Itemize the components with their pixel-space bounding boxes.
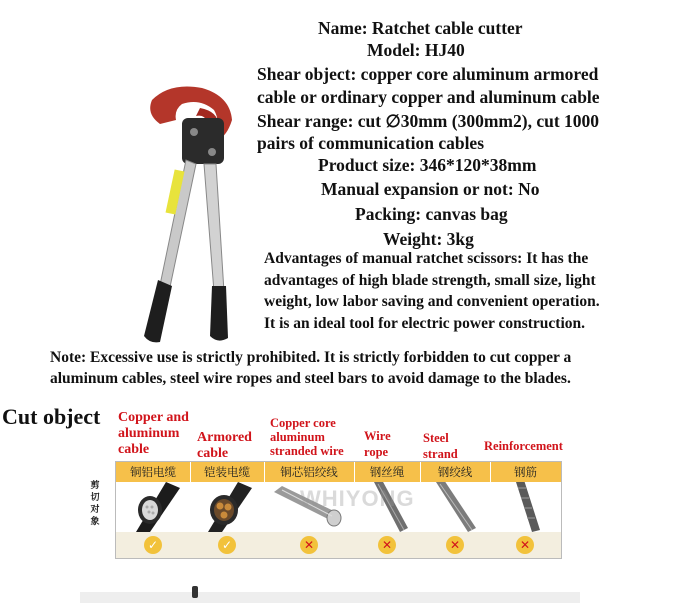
note-line: aluminum cables, steel wire ropes and steel bars to avoid damage to the blades. xyxy=(50,370,571,387)
steel-strand-image xyxy=(420,482,490,532)
cross-icon: ✕ xyxy=(300,536,318,554)
spec-shear-range-line2: pairs of communication cables xyxy=(257,133,485,153)
cross-icon: ✕ xyxy=(378,536,396,554)
reinforcement-bar-image xyxy=(490,482,561,532)
category-label-copper-aluminum-cable: Copper and aluminum cable xyxy=(118,410,189,457)
advantages-paragraph xyxy=(264,248,673,334)
armored-cable-image xyxy=(190,482,264,532)
check-icon: ✓ xyxy=(144,536,162,554)
advantages-line: Advantages of manual ratchet scissors: It has the xyxy=(264,250,589,267)
spec-shear-object-line1: Shear object: copper core aluminum armored xyxy=(257,64,599,84)
copper-aluminum-cable-image xyxy=(116,482,190,532)
warning-note xyxy=(50,347,673,389)
spec-model: Model: HJ40 xyxy=(367,40,465,60)
ratchet-cable-cutter-image xyxy=(130,80,260,345)
table-header-cell: 铜铝电缆 xyxy=(116,462,191,482)
cropped-image-fragment xyxy=(80,592,580,603)
table-header-cell: 钢筋 xyxy=(514,465,537,479)
category-label-steel-strand: Steel strand xyxy=(423,431,458,461)
category-label-copper-core-aluminum-stranded-wire: Copper core aluminum stranded wire xyxy=(270,416,344,458)
check-icon: ✓ xyxy=(218,536,236,554)
spec-product-size: Product size: 346*120*38mm xyxy=(318,155,537,175)
category-label-armored-cable: Armored cable xyxy=(197,430,252,461)
suitability-row xyxy=(116,532,561,558)
category-label-wire-rope: Wire rope xyxy=(364,429,391,459)
spec-weight: Weight: 3kg xyxy=(383,229,474,249)
table-header-row xyxy=(116,462,561,482)
watermark: WHIYONG xyxy=(300,486,415,511)
cropped-image-detail xyxy=(192,586,198,598)
cross-icon: ✕ xyxy=(516,536,534,554)
spec-manual-expansion: Manual expansion or not: No xyxy=(321,179,540,199)
table-header-cell: 钢绞线 xyxy=(420,462,491,482)
side-label-cut-object: 剪 切 对 象 xyxy=(90,481,100,527)
spec-packing: Packing: canvas bag xyxy=(355,204,508,224)
advantages-line: advantages of high blade strength, small size, light xyxy=(264,271,596,289)
spec-shear-object-line2: cable or ordinary copper and aluminum cable xyxy=(257,87,600,107)
advantages-line: weight, low labor saving and convenient operation. xyxy=(264,293,600,310)
advantages-line: It is an ideal tool for electric power construction. xyxy=(264,314,585,332)
table-header-cell: 铠装电缆 xyxy=(190,462,265,482)
category-label-reinforcement: Reinforcement xyxy=(484,439,563,453)
spec-shear-range-line1: Shear range: cut ∅30mm (300mm2), cut 1000 xyxy=(257,111,600,131)
note-line: Note: Excessive use is strictly prohibited. It is strictly forbidden to cut copper a xyxy=(50,349,572,366)
cross-icon: ✕ xyxy=(446,536,464,554)
table-header-cell: 钢丝绳 xyxy=(354,462,421,482)
cut-object-title: Cut object xyxy=(2,404,101,429)
table-header-cell: 铜芯铝绞线 xyxy=(264,462,355,482)
spec-name: Name: Ratchet cable cutter xyxy=(318,18,523,38)
